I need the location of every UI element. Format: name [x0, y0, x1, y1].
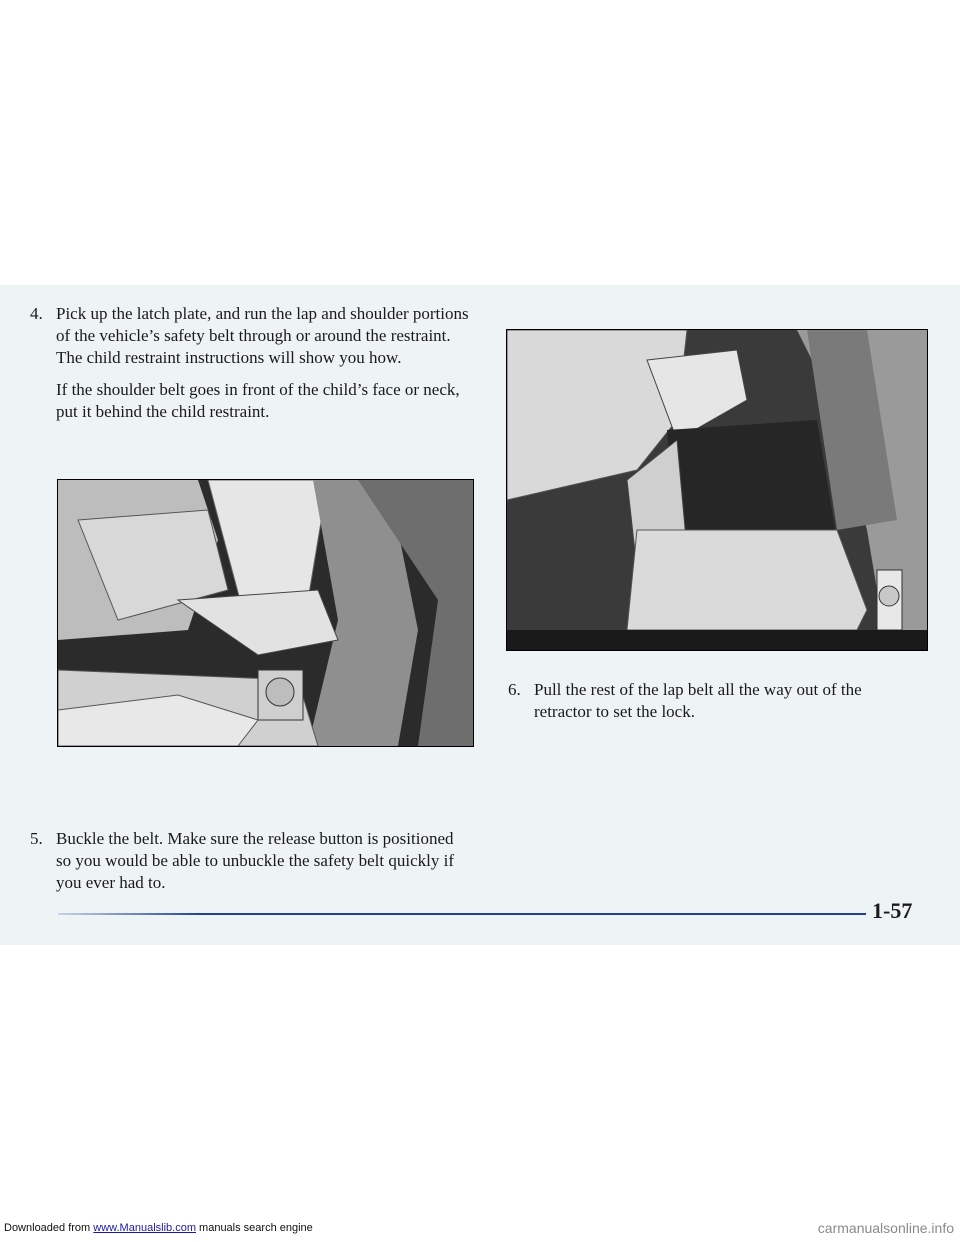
download-footer	[4, 1222, 313, 1234]
manualslib-link[interactable]: www.Manualslib.com	[93, 1222, 196, 1234]
step-4-note: If the shoulder belt goes in front of the child’s face or neck, put it behind the child restraint.	[56, 380, 460, 421]
buckle-belt-illustration	[57, 479, 474, 747]
footer-rule	[58, 913, 866, 915]
step-4-text: Pick up the latch plate, and run the lap and shoulder portions of the vehicle’s safety belt through or around the restraint. The child restraint instructions will show you how.	[56, 304, 469, 367]
step-5-number: 5.	[30, 829, 43, 848]
step-4	[30, 303, 480, 423]
step-6-number: 6.	[508, 680, 521, 699]
step-6-text: Pull the rest of the lap belt all the way out of the retractor to set the lock.	[534, 680, 862, 721]
footer-prefix: Downloaded from	[4, 1222, 94, 1234]
footer-suffix: manuals search engine	[195, 1222, 313, 1234]
site-watermark: carmanualsonline.info	[817, 1220, 954, 1236]
step-5	[30, 828, 470, 894]
step-4-number: 4.	[30, 304, 43, 323]
retractor-lock-illustration	[506, 329, 928, 651]
step-6	[508, 679, 918, 723]
step-5-text: Buckle the belt. Make sure the release button is positioned so you would be able to unbuckle the safety belt quickly if you ever had to.	[56, 829, 454, 892]
page-number: 1-57	[872, 898, 913, 923]
